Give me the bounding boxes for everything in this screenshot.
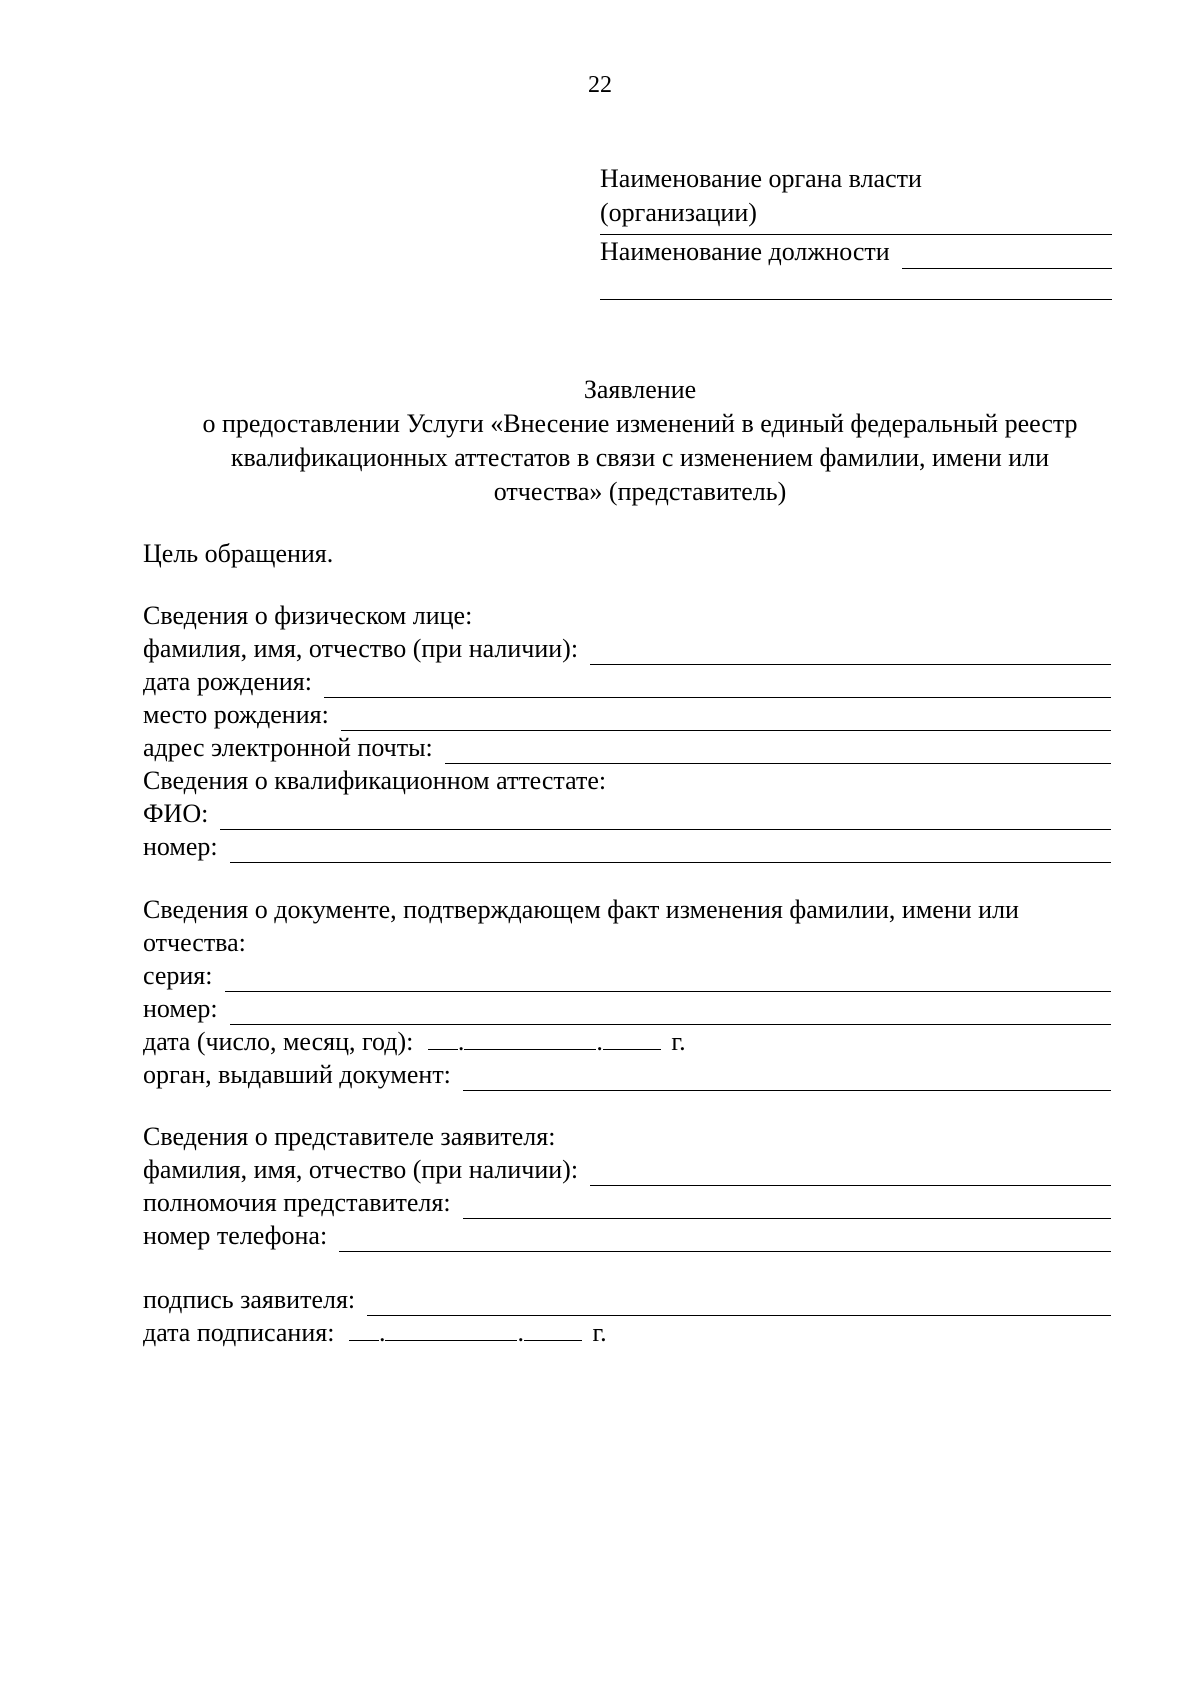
certificate-number-label: номер: [143,832,218,861]
application-title [120,373,1160,509]
addressee-block [600,162,1112,300]
document-series-field[interactable] [225,967,1112,992]
representative-phone-row [143,1219,1111,1252]
signing-date-year-suffix: г. [592,1318,607,1347]
signature-row [143,1283,1111,1316]
signing-date-separator: . [517,1318,524,1347]
certificate-fio-label: ФИО: [143,799,209,828]
representative-section [143,1120,1111,1252]
representative-powers-row [143,1186,1111,1219]
document-date-separator: . [457,1027,465,1056]
document-issuer-label: орган, выдавший документ: [143,1060,451,1089]
position-field-continued[interactable] [600,299,1112,300]
birth-date-row [143,665,1111,698]
document-date-year-suffix: г. [671,1027,686,1056]
signature-section [143,1283,1111,1349]
document-issuer-row [143,1058,1111,1091]
person-fio-field[interactable] [590,640,1111,665]
person-section [143,599,1111,863]
document-date-year-field[interactable] [603,1025,661,1050]
signature-field[interactable] [367,1291,1111,1316]
title-heading: Заявление [583,375,697,404]
purpose-label: Цель обращения. [143,539,334,568]
representative-fio-row [143,1153,1111,1186]
document-number-field[interactable] [230,1000,1111,1025]
position-field[interactable] [902,242,1112,269]
email-field[interactable] [445,739,1111,764]
document-date-separator: . [596,1027,603,1056]
certificate-section-header: Сведения о квалификационном аттестате: [143,766,607,795]
title-line-2: квалификационных аттестатов в связи с изменением фамилии, имени или [230,443,1050,472]
document-date-row [143,1025,1111,1058]
signing-date-label: дата подписания: [143,1318,335,1347]
representative-phone-label: номер телефона: [143,1221,328,1250]
document-section-header-continued: отчества: [143,928,246,957]
certificate-fio-field[interactable] [220,805,1111,830]
representative-phone-field[interactable] [339,1227,1111,1252]
birth-place-field[interactable] [341,706,1111,731]
person-fio-label: фамилия, имя, отчество (при наличии): [143,634,579,663]
birth-place-row [143,698,1111,731]
birth-date-label: дата рождения: [143,667,312,696]
document-date-day-field[interactable] [428,1025,458,1050]
document-series-row [143,959,1111,992]
title-line-3: отчества» (представитель) [493,477,787,506]
purpose-section [143,537,1111,570]
signing-date-year-field[interactable] [524,1316,582,1341]
authority-name-label-continued: (организации) [600,198,757,227]
representative-fio-label: фамилия, имя, отчество (при наличии): [143,1155,579,1184]
document-section-header: Сведения о документе, подтверждающем факт изменения фамилии, имени или [143,895,1019,924]
document-date-month-field[interactable] [464,1025,596,1050]
signing-date-month-field[interactable] [385,1316,517,1341]
position-row [600,235,1112,269]
representative-section-header: Сведения о представителе заявителя: [143,1122,556,1151]
representative-powers-label: полномочия представителя: [143,1188,451,1217]
document-date-label: дата (число, месяц, год): [143,1027,414,1056]
person-section-header: Сведения о физическом лице: [143,601,473,630]
certificate-number-row [143,830,1111,863]
birth-date-field[interactable] [324,673,1111,698]
email-label: адрес электронной почты: [143,733,433,762]
birth-place-label: место рождения: [143,700,329,729]
position-label: Наименование должности [600,237,890,266]
email-row [143,731,1111,764]
person-fio-row [143,632,1111,665]
signing-date-separator: . [378,1318,386,1347]
signing-date-row [143,1316,1111,1349]
document-number-label: номер: [143,994,218,1023]
certificate-number-field[interactable] [230,838,1111,863]
representative-powers-field[interactable] [463,1194,1111,1219]
signing-date-day-field[interactable] [349,1316,379,1341]
document-section [143,893,1111,1091]
signature-label: подпись заявителя: [143,1285,356,1314]
document-number-row [143,992,1111,1025]
certificate-fio-row [143,797,1111,830]
document-series-label: серия: [143,961,213,990]
representative-fio-field[interactable] [590,1161,1111,1186]
title-line-1: о предоставлении Услуги «Внесение изменений в единый федеральный реестр [202,409,1078,438]
authority-name-label: Наименование органа власти [600,164,922,193]
document-issuer-field[interactable] [463,1066,1111,1091]
page-number: 22 [588,72,612,98]
